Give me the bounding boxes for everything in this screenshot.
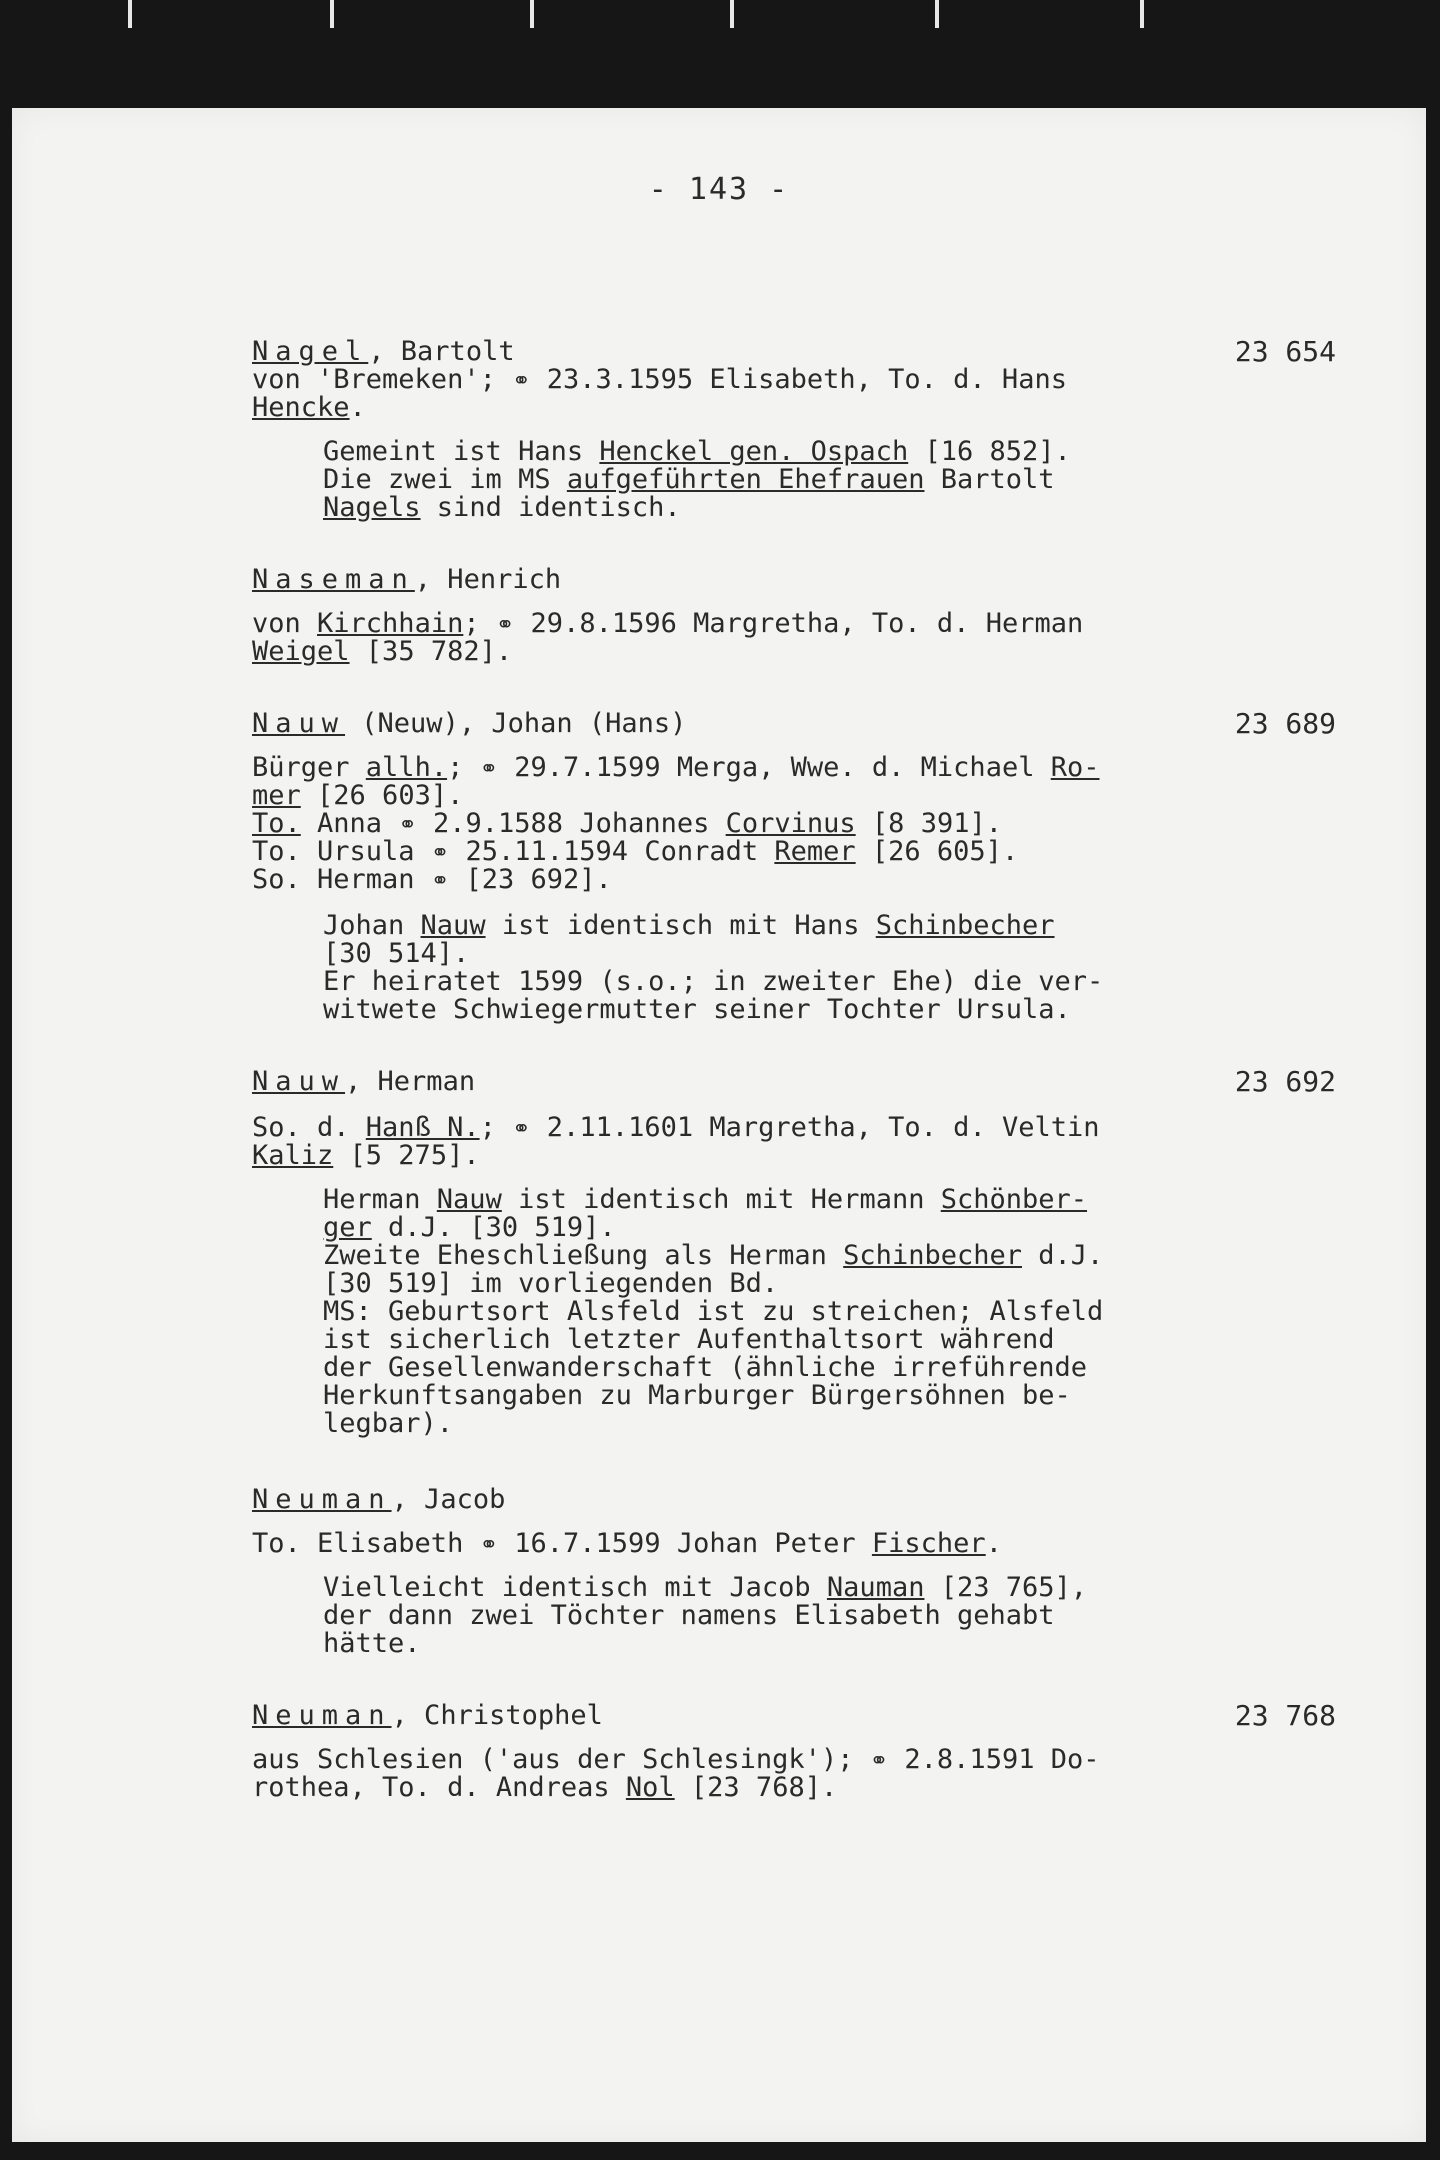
text-segment: [5 275]. <box>333 1140 480 1171</box>
text-segment: Bürger <box>252 752 366 783</box>
entry-header <box>252 1486 505 1514</box>
entry-note-line <box>323 1214 616 1242</box>
ruler-tick <box>935 0 939 28</box>
underlined-name: Corvinus <box>725 808 856 839</box>
text-segment: [30 514]. <box>323 938 470 969</box>
underlined-name: Nauw <box>436 1184 502 1215</box>
underlined-name: Remer <box>774 836 856 867</box>
entry-text-line <box>252 1530 1002 1560</box>
text-segment: . <box>349 392 366 423</box>
entry-text-line <box>252 782 463 810</box>
text-segment: hätte. <box>323 1628 421 1659</box>
underlined-name: Schönber- <box>940 1184 1088 1215</box>
entry-note-line <box>323 438 1071 466</box>
entry-header <box>252 710 686 738</box>
text-segment: [23 765], <box>924 1572 1088 1603</box>
text-segment: [35 782]. <box>349 636 513 667</box>
entry-text-line <box>252 638 512 666</box>
document-paper <box>12 108 1426 2142</box>
underlined-name: Schinbecher <box>843 1240 1022 1271</box>
underlined-name: Nagels <box>323 492 421 523</box>
entry-note-line <box>323 1354 1087 1382</box>
text-segment: Vielleicht identisch mit Jacob <box>323 1572 827 1603</box>
entry-note-line <box>323 494 681 522</box>
underlined-name: allh. <box>365 752 448 783</box>
entry-given-name: (Neuw), Johan (Hans) <box>345 708 687 739</box>
entry-reference-number: 23 768 <box>1234 1699 1336 1732</box>
text-segment: rothea, To. d. Andreas <box>252 1772 626 1803</box>
underlined-name: Hencke <box>252 392 350 423</box>
text-segment: Johan <box>323 910 421 941</box>
entry-note-line <box>323 1602 1055 1630</box>
text-segment: . <box>985 1528 1002 1559</box>
text-segment: [23 692]. <box>449 864 612 895</box>
entry-header <box>252 1068 475 1096</box>
ruler-tick <box>330 0 334 28</box>
text-segment: Herman <box>323 1184 437 1215</box>
underlined-name: Hanß N. <box>365 1112 480 1143</box>
text-segment: aus Schlesien ('aus der Schlesingk'); <box>252 1744 870 1775</box>
entry-note-line <box>323 1630 421 1658</box>
entry-note-line <box>323 1410 453 1438</box>
marriage-symbol-icon: ⚭ <box>430 841 450 866</box>
underlined-name: Nauw <box>420 910 486 941</box>
entry-text-line <box>252 866 612 896</box>
text-segment: der Gesellenwanderschaft (ähnliche irreführende <box>323 1352 1088 1383</box>
underlined-name: To. <box>252 808 301 839</box>
text-segment: 2.11.1601 Margretha, To. d. Veltin <box>530 1112 1100 1143</box>
text-segment: 16.7.1599 Johan Peter <box>498 1528 872 1559</box>
entry-surname: Neuman <box>252 1700 392 1731</box>
text-segment: MS: Geburtsort Alsfeld ist zu streichen; Alsfeld <box>323 1296 1104 1327</box>
entry-note-line <box>323 968 1103 996</box>
entry-text-line <box>252 1142 480 1170</box>
text-segment: Anna <box>300 808 399 839</box>
marriage-symbol-icon: ⚭ <box>430 869 450 894</box>
text-segment: 23.3.1595 Elisabeth, To. d. Hans <box>530 364 1067 395</box>
entry-note-line <box>323 940 469 968</box>
entry-surname: Nauw <box>252 1066 346 1097</box>
entry-note-line <box>323 1298 1103 1326</box>
ruler-tick <box>1140 0 1144 28</box>
entry-text-line <box>252 1774 837 1802</box>
text-segment: [26 605]. <box>855 836 1019 867</box>
entry-note-line <box>323 996 1071 1024</box>
entry-reference-number: 23 654 <box>1234 335 1336 368</box>
entry-given-name: , Christophel <box>391 1700 603 1731</box>
text-segment: Herkunftsangaben zu Marburger Bürgersöhnen be- <box>323 1380 1071 1411</box>
entry-reference-number: 23 689 <box>1234 707 1336 740</box>
underlined-name: aufgeführten Ehefrauen <box>566 464 925 495</box>
text-segment: 2.8.1591 Do- <box>888 1744 1100 1775</box>
entry-text-line <box>252 394 366 422</box>
underlined-name: ger <box>323 1212 372 1243</box>
entry-given-name: , Bartolt <box>368 336 515 367</box>
text-segment: ; <box>463 608 496 639</box>
underlined-name: Kirchhain <box>317 608 464 639</box>
underlined-name: mer <box>252 780 301 811</box>
text-segment: To. Ursula <box>252 836 431 867</box>
text-segment: 29.8.1596 Margretha, To. d. Herman <box>514 608 1084 639</box>
entry-header <box>252 338 515 366</box>
marriage-symbol-icon: ⚭ <box>479 757 499 782</box>
text-segment: witwete Schwiegermutter seiner Tochter Ursula. <box>323 994 1071 1025</box>
marriage-symbol-icon: ⚭ <box>398 813 417 838</box>
text-segment: ist identisch mit Hermann <box>501 1184 941 1215</box>
text-segment: Die zwei im MS <box>323 464 567 495</box>
text-segment: ist sicherlich letzter Aufenthaltsort während <box>323 1324 1055 1355</box>
text-segment: d.J. <box>1021 1240 1104 1271</box>
text-segment: 2.9.1588 Johannes <box>416 808 726 839</box>
entry-note-line <box>323 1382 1071 1410</box>
entry-reference-number: 23 692 <box>1234 1065 1336 1098</box>
entry-header <box>252 1702 603 1730</box>
entry-surname: Nauw <box>252 708 346 739</box>
entry-given-name: , Jacob <box>391 1484 506 1515</box>
underlined-name: Nol <box>625 1772 675 1803</box>
underlined-name: Ro- <box>1050 752 1100 783</box>
text-segment: [30 519] im vorliegenden Bd. <box>323 1268 779 1299</box>
text-segment: legbar). <box>323 1408 454 1439</box>
entry-note-line <box>323 466 1055 494</box>
marriage-symbol-icon: ⚭ <box>869 1749 889 1774</box>
underlined-name: Fischer <box>871 1528 986 1559</box>
marriage-symbol-icon: ⚭ <box>512 369 531 394</box>
text-segment: der dann zwei Töchter namens Elisabeth gehabt <box>323 1600 1055 1631</box>
text-segment: [23 768]. <box>674 1772 838 1803</box>
text-segment: Gemeint ist Hans <box>323 436 600 467</box>
entry-note-line <box>323 1326 1055 1354</box>
ruler-tick <box>530 0 534 28</box>
page-number: - 143 - <box>648 172 790 207</box>
text-segment: ist identisch mit Hans <box>485 910 876 941</box>
entry-note-line <box>323 1242 1103 1270</box>
text-segment: ; <box>447 752 480 783</box>
entry-given-name: , Henrich <box>414 564 562 595</box>
text-segment: d.J. [30 519]. <box>371 1212 616 1243</box>
marriage-symbol-icon: ⚭ <box>479 1533 499 1558</box>
text-segment: ; <box>479 1112 513 1143</box>
marriage-symbol-icon: ⚭ <box>495 613 515 638</box>
underlined-name: Henckel gen. Ospach <box>599 436 909 467</box>
text-segment: So. d. <box>252 1112 366 1143</box>
entry-header <box>252 566 561 594</box>
text-segment: sind identisch. <box>420 492 681 523</box>
entry-note-line <box>323 912 1055 940</box>
text-segment: Er heiratet 1599 (s.o.; in zweiter Ehe) die ver- <box>323 966 1104 997</box>
underlined-name: Nauman <box>826 1572 925 1603</box>
text-segment: von 'Bremeken'; <box>252 364 513 395</box>
text-segment: von <box>252 608 318 639</box>
ruler-tick <box>730 0 734 28</box>
entry-surname: Neuman <box>252 1484 392 1515</box>
entry-note-line <box>323 1186 1087 1214</box>
entry-surname: Nagel <box>252 336 369 367</box>
text-segment: [16 852]. <box>908 436 1071 467</box>
entry-text-line <box>252 366 1067 396</box>
text-segment: Bartolt <box>924 464 1055 495</box>
text-segment: [8 391]. <box>855 808 1002 839</box>
underlined-name: Kaliz <box>252 1140 334 1171</box>
underlined-name: Schinbecher <box>875 910 1055 941</box>
entry-note-line <box>323 1270 778 1298</box>
ruler-tick <box>128 0 132 28</box>
entry-given-name: , Herman <box>345 1066 476 1097</box>
entry-note-line <box>323 1574 1087 1602</box>
text-segment: 25.11.1594 Conradt <box>449 836 775 867</box>
text-segment: Zweite Eheschließung als Herman <box>323 1240 844 1271</box>
text-segment: So. Herman <box>252 864 431 895</box>
marriage-symbol-icon: ⚭ <box>512 1117 531 1142</box>
text-segment: 29.7.1599 Merga, Wwe. d. Michael <box>498 752 1051 783</box>
entry-surname: Naseman <box>252 564 415 595</box>
text-segment: [26 603]. <box>300 780 464 811</box>
underlined-name: Weigel <box>252 636 350 667</box>
text-segment: To. Elisabeth <box>252 1528 480 1559</box>
